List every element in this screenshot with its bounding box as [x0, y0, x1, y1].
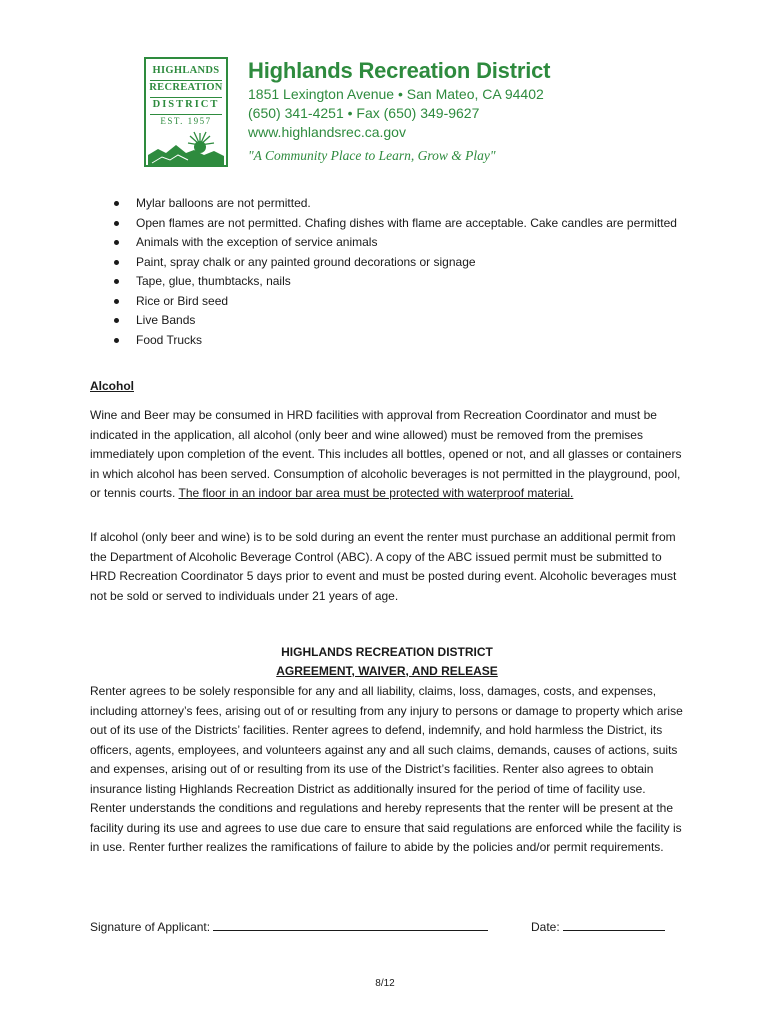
bullet-icon [114, 299, 119, 304]
bullet-icon [114, 260, 119, 265]
logo-line-3: DISTRICT [152, 99, 220, 110]
district-slogan: "A Community Place to Learn, Grow & Play" [248, 148, 496, 163]
district-logo [144, 57, 228, 167]
list-item: Paint, spray chalk or any painted ground decorations or signage [90, 253, 690, 273]
list-item: Tape, glue, thumbtacks, nails [90, 272, 690, 292]
list-item: Rice or Bird seed [90, 292, 690, 312]
alcohol-paragraph-1: Wine and Beer may be consumed in HRD facilities with approval from Recreation Coordinator and must be indicated in the application, all alcohol (only beer and wine allowed) must be removed from the premises immediately upon completion of the event. This includes all bottles, opened or not, and all glasses or containers in which alcohol has been served. Consumption of alcoholic beverages is not permitted in the playground, pool, or tennis courts. The floor in an indoor bar area must be protected with waterproof material. [90, 408, 682, 500]
bullet-icon [114, 221, 119, 226]
page-number: 8/12 [375, 978, 395, 989]
alcohol-paragraph-2: If alcohol (only beer and wine) is to be sold during an event the renter must purchase an additional permit from the Department of Alcoholic Beverage Control (ABC). A copy of the ABC issued permit must be submitted to HRD Recreation Coordinator 5 days prior to event and must be posted during event. Alcoholic beverages must not be sold or served to individuals under 21 years of age. [90, 530, 677, 603]
prohibited-items-list [90, 194, 690, 350]
date-line[interactable] [563, 918, 665, 931]
logo-line-2: RECREATION [149, 82, 223, 93]
district-website: www.highlandsrec.ca.gov [248, 124, 406, 140]
agreement-body: Renter agrees to be solely responsible for any and all liability, claims, loss, damages, costs, and expenses, including attorney’s fees, arising out of or resulting from any injury to persons or damage to property which arise out of its use of the Districts’ facilities. Renter agrees to defend, indemnify, and hold harmless the District, its officers, agents, employees, and volunteers against any and all such claims, demands, causes of actions, suits and expenses, arising out of or resulting from its use of the District’s facilities. Renter also agrees to obtain insurance listing Highlands Recreation District as additionally insured for the period of time of facility use. Renter understands the conditions and regulations and hereby represents that the renter will be present at the facility during its use and agrees to use due care to ensure that said regulations are enforced while the facility is in use. Renter further realizes the ramifications of failure to abide by the policies and/or permit requirements. [90, 684, 683, 854]
logo-line-1: HIGHLANDS [152, 65, 220, 76]
logo-line-4: EST. 1957 [160, 116, 212, 126]
logo-divider [150, 114, 222, 115]
bullet-icon [114, 240, 119, 245]
waterproof-floor-requirement: The floor in an indoor bar area must be protected with waterproof material. [178, 486, 574, 500]
logo-divider [150, 80, 222, 81]
bullet-icon [114, 338, 119, 343]
district-name: Highlands Recreation District [248, 58, 551, 83]
district-address: 1851 Lexington Avenue • San Mateo, CA 94402 [248, 86, 544, 102]
list-item: Live Bands [90, 311, 690, 331]
alcohol-heading: Alcohol [90, 379, 134, 393]
bullet-icon [114, 201, 119, 206]
list-item: Mylar balloons are not permitted. [90, 194, 690, 214]
list-item: Food Trucks [90, 331, 690, 351]
signature-field[interactable] [90, 918, 488, 938]
signature-label: Signature of Applicant: [90, 920, 211, 934]
bullet-icon [114, 318, 119, 323]
date-label: Date: [531, 920, 560, 934]
list-item: Animals with the exception of service animals [90, 233, 690, 253]
list-item: Open flames are not permitted. Chafing dishes with flame are acceptable. Cake candles are permitted [90, 214, 690, 234]
date-field[interactable] [531, 918, 665, 938]
signature-line[interactable] [213, 918, 488, 931]
agreement-heading-title: AGREEMENT, WAIVER, AND RELEASE [276, 664, 498, 678]
logo-divider [150, 97, 222, 98]
district-phone: (650) 341-4251 • Fax (650) 349-9627 [248, 105, 480, 121]
bullet-icon [114, 279, 119, 284]
landscape-sun-icon [148, 129, 224, 165]
agreement-heading-district: HIGHLANDS RECREATION DISTRICT [281, 645, 493, 659]
